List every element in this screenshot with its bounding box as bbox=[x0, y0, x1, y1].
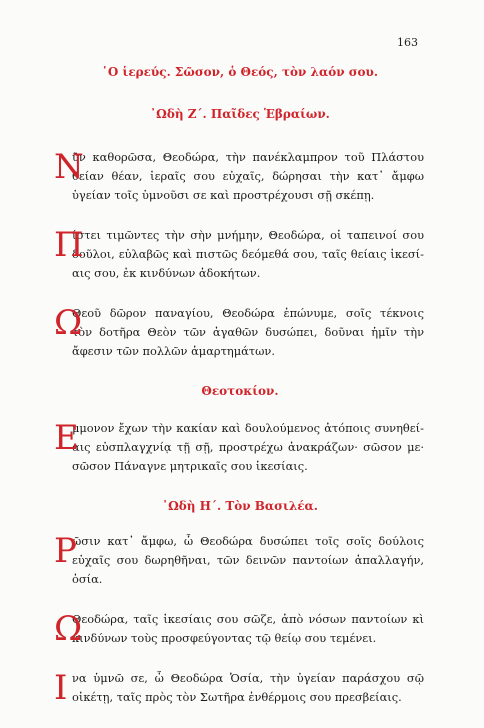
drop-cap: Π bbox=[54, 225, 84, 265]
ode7-heading: ᾿Ωδὴ Ζ΄. Παῖδες Ἑβραίων. bbox=[150, 107, 330, 121]
text-line: ῶσιν κατ᾽ ἄμφω, ὦ Θεοδώρα δυσώπει τοῖς σοῖς δούλοις bbox=[72, 534, 424, 548]
troparion-ode7-3 bbox=[56, 304, 424, 361]
troparion-ode8-3 bbox=[56, 669, 424, 707]
text-line: εὐχαῖς σου δωρηθῆναι, τῶν δεινῶν παντοίων ἀπαλλαγήν, bbox=[72, 553, 424, 567]
text-line: τὸν δοτῆρα Θεὸν τῶν ἀγαθῶν δυσώπει, δοῦναι ἡμῖν τὴν bbox=[72, 325, 424, 339]
text-line: ἄφεσιν τῶν πολλῶν ἁμαρτημάτων. bbox=[72, 344, 275, 358]
text-line: αις εὐσπλαγχνίᾳ τῇ σῇ, προστρέχω ἀνακράζων· σῶσον με· bbox=[72, 440, 424, 454]
theotokion-heading: Θεοτοκίον. bbox=[201, 384, 279, 398]
page-content bbox=[56, 64, 424, 728]
drop-cap: Ω bbox=[54, 303, 83, 343]
text-line: αις σου, ἐκ κινδύνων ἀδοκήτων. bbox=[72, 266, 261, 280]
text-line: Θεοῦ δῶρον παναγίου, Θεοδώρα ἐπώνυμε, σοῖς τέκνοις bbox=[72, 306, 424, 320]
text-line: σῶσον Πάναγνε μητρικαῖς σου ἱκεσίαις. bbox=[72, 459, 308, 473]
drop-cap: Ι bbox=[54, 668, 68, 708]
text-line: θείαν θέαν, ἱεραῖς σου εὐχαῖς, δώρησαι τὴν κατ᾽ ἄμφω bbox=[72, 169, 424, 183]
troparion-ode8-2 bbox=[56, 610, 424, 648]
text-line: ῦν καθορῶσα, Θεοδώρα, τὴν πανέκλαμπρον τοῦ Πλάστου bbox=[72, 150, 424, 164]
text-line: ὁσία. bbox=[72, 572, 103, 586]
text-line: Θεοδώρα, ταῖς ἱκεσίαις σου σῶζε, ἀπὸ νόσων παντοίων κὶ bbox=[72, 612, 424, 626]
drop-cap: Ν bbox=[54, 147, 84, 187]
theotokion-text bbox=[56, 419, 424, 476]
priest-heading: ῾Ο ἱερεύς. Σῶσον, ὁ Θεός, τὸν λαόν σου. bbox=[101, 65, 379, 79]
drop-cap: Ρ bbox=[54, 531, 77, 571]
drop-cap: Ω bbox=[54, 609, 83, 649]
text-line: μμονον ἔχων τὴν κακίαν καὶ δουλούμενος ἀτόποις συνηθεί- bbox=[72, 421, 424, 435]
text-line: ίστει τιμῶντες τὴν σὴν μνήμην, Θεοδώρα, οἱ ταπεινοί σου bbox=[72, 228, 424, 242]
text-line: δοῦλοι, εὐλαβῶς καὶ πιστῶς δεόμεθά σου, ταῖς θείαις ἱκεσί- bbox=[72, 247, 424, 261]
drop-cap: Ε bbox=[54, 418, 79, 458]
text-line: κινδύνων τοὺς προσφεύγοντας τῷ θείῳ σου τεμένει. bbox=[72, 631, 377, 645]
ode8-heading: ᾿Ωδὴ Η΄. Τὸν Βασιλέα. bbox=[162, 499, 318, 513]
text-line: ὑγείαν τοῖς ὑμνοῦσι σε καὶ προστρέχουσι σῇ σκέπῃ. bbox=[72, 188, 375, 202]
text-line: οἰκέτῃ, ταῖς πρὸς τὸν Σωτῆρα ἐνθέρμοις σου πρεσβείαις. bbox=[72, 690, 402, 704]
page-number: 163 bbox=[397, 36, 418, 49]
text-line: να ὑμνῶ σε, ὦ Θεοδώρα Ὁσία, τὴν ὑγείαν παράσχου σῷ bbox=[72, 671, 424, 685]
troparion-ode8-1 bbox=[56, 532, 424, 589]
troparion-ode7-1 bbox=[56, 148, 424, 205]
troparion-ode7-2 bbox=[56, 226, 424, 283]
